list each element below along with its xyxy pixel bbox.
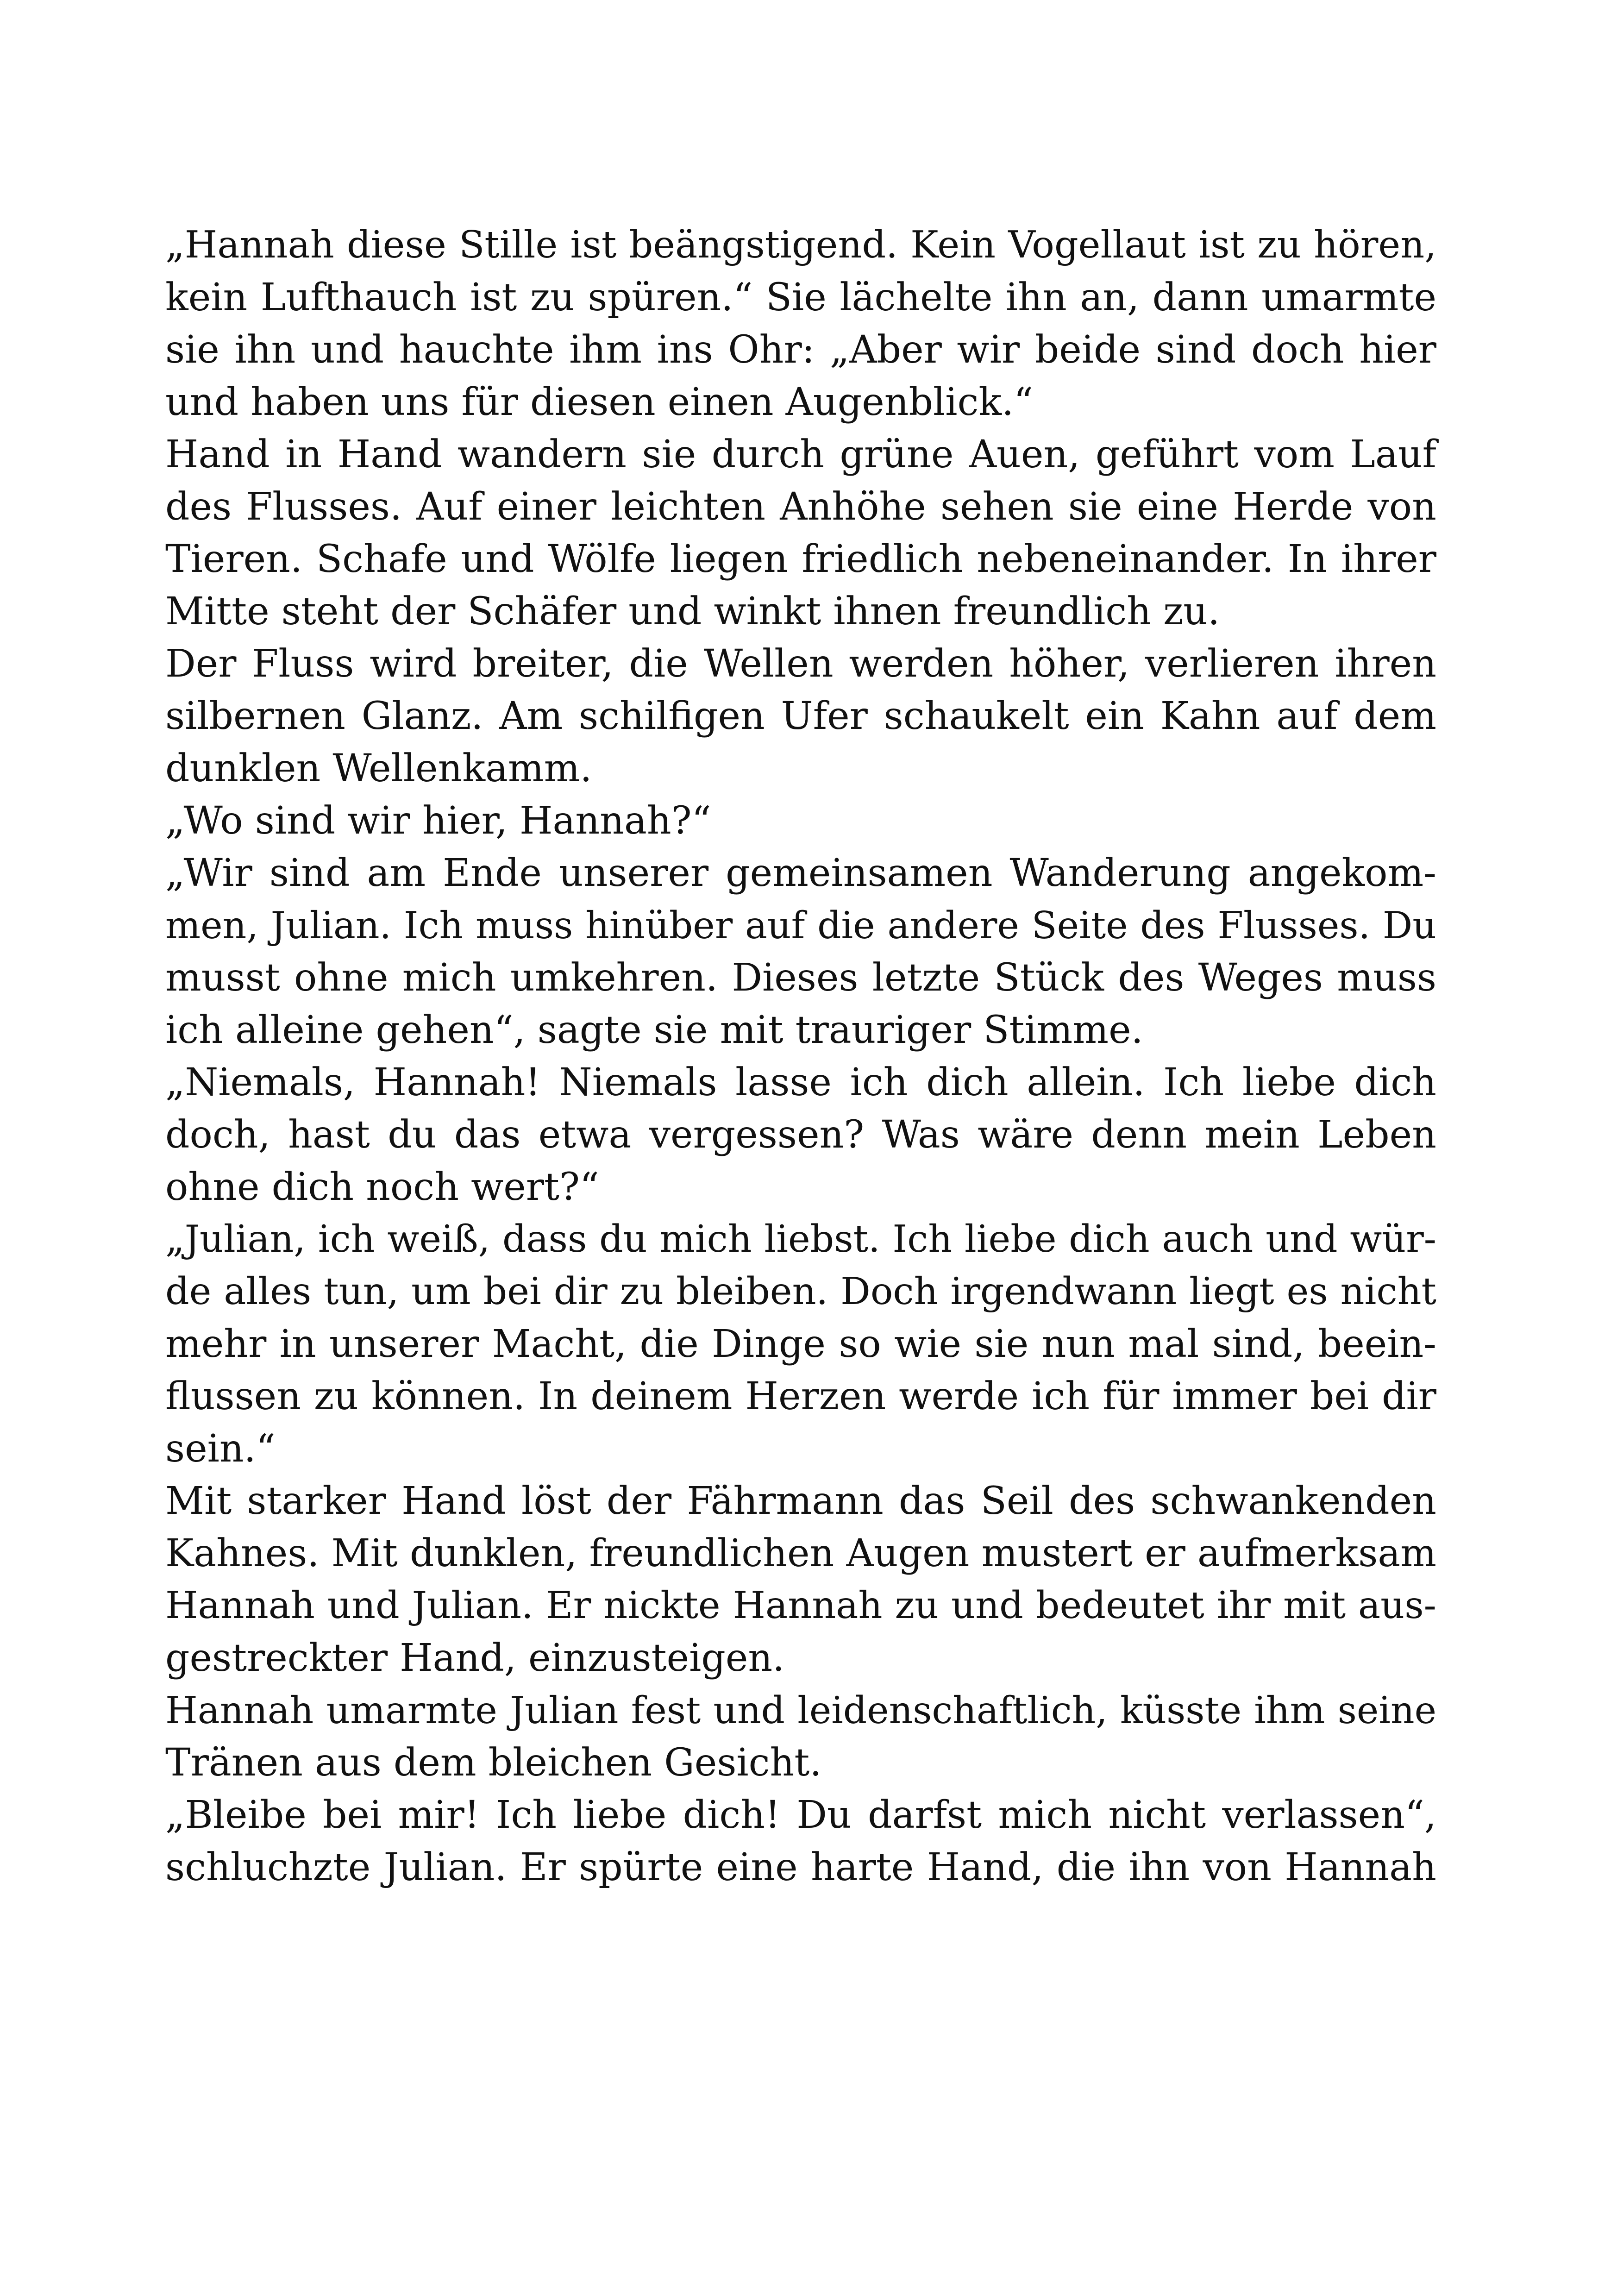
text-line: flussen zu können. In deinem Herzen werde ich für immer bei dir bbox=[165, 1374, 1436, 1418]
text-line: Kahnes. Mit dunklen, freundlichen Augen mustert er aufmerksam bbox=[165, 1531, 1436, 1575]
text-line: „Niemals, Hannah! Niemals lasse ich dich allein. Ich liebe dich bbox=[165, 1060, 1436, 1104]
text-line: des Flusses. Auf einer leichten Anhöhe sehen sie eine Herde von bbox=[165, 485, 1436, 529]
text-line: sie ihn und hauchte ihm ins Ohr: „Aber wir beide sind doch hier bbox=[165, 328, 1436, 372]
text-line: Mit starker Hand löst der Fährmann das Seil des schwankenden bbox=[165, 1479, 1436, 1523]
text-line: „Julian, ich weiß, dass du mich liebst. Ich liebe dich auch und wür- bbox=[165, 1217, 1436, 1261]
text-line: sein.“ bbox=[165, 1427, 276, 1471]
text-line: ich alleine gehen“, sagte sie mit trauriger Stimme. bbox=[165, 1008, 1143, 1052]
text-line: silbernen Glanz. Am schilfigen Ufer schaukelt ein Kahn auf dem bbox=[165, 694, 1436, 738]
text-line: Hannah umarmte Julian fest und leidenschaftlich, küsste ihm seine bbox=[165, 1689, 1436, 1732]
text-line: „Hannah diese Stille ist beängstigend. Kein Vogellaut ist zu hören, bbox=[165, 223, 1436, 267]
text-line: schluchzte Julian. Er spürte eine harte Hand, die ihn von Hannah bbox=[165, 1845, 1436, 1889]
text-line: doch, hast du das etwa vergessen? Was wäre denn mein Leben bbox=[165, 1113, 1436, 1157]
text-line: musst ohne mich umkehren. Dieses letzte Stück des Weges muss bbox=[165, 956, 1436, 1000]
text-line: „Wo sind wir hier, Hannah?“ bbox=[165, 799, 711, 843]
text-line: „Bleibe bei mir! Ich liebe dich! Du darfst mich nicht verlassen“, bbox=[165, 1793, 1436, 1837]
body-text bbox=[165, 219, 1436, 1894]
text-line: men, Julian. Ich muss hinüber auf die andere Seite des Flusses. Du bbox=[165, 903, 1436, 947]
text-line: Tieren. Schafe und Wölfe liegen friedlich nebeneinander. In ihrer bbox=[165, 537, 1436, 581]
text-line: kein Lufthauch ist zu spüren.“ Sie lächelte ihn an, dann umarmte bbox=[165, 276, 1436, 320]
text-line: „Wir sind am Ende unserer gemeinsamen Wanderung angekom- bbox=[165, 851, 1436, 895]
text-line: Tränen aus dem bleichen Gesicht. bbox=[165, 1741, 822, 1785]
text-line: Hannah und Julian. Er nickte Hannah zu und bedeutet ihr mit aus- bbox=[165, 1584, 1436, 1627]
text-line: Hand in Hand wandern sie durch grüne Auen, geführt vom Lauf bbox=[165, 433, 1436, 477]
text-line: Mitte steht der Schäfer und winkt ihnen freundlich zu. bbox=[165, 590, 1220, 634]
text-line: ohne dich noch wert?“ bbox=[165, 1165, 599, 1209]
text-line: und haben uns für diesen einen Augenblick.“ bbox=[165, 380, 1034, 424]
text-line: de alles tun, um bei dir zu bleiben. Doch irgendwann liegt es nicht bbox=[165, 1270, 1436, 1313]
text-line: mehr in unserer Macht, die Dinge so wie sie nun mal sind, beein- bbox=[165, 1322, 1436, 1366]
text-line: Der Fluss wird breiter, die Wellen werden höher, verlieren ihren bbox=[165, 642, 1436, 686]
text-line: gestreckter Hand, einzusteigen. bbox=[165, 1636, 785, 1680]
text-line: dunklen Wellenkamm. bbox=[165, 747, 592, 790]
